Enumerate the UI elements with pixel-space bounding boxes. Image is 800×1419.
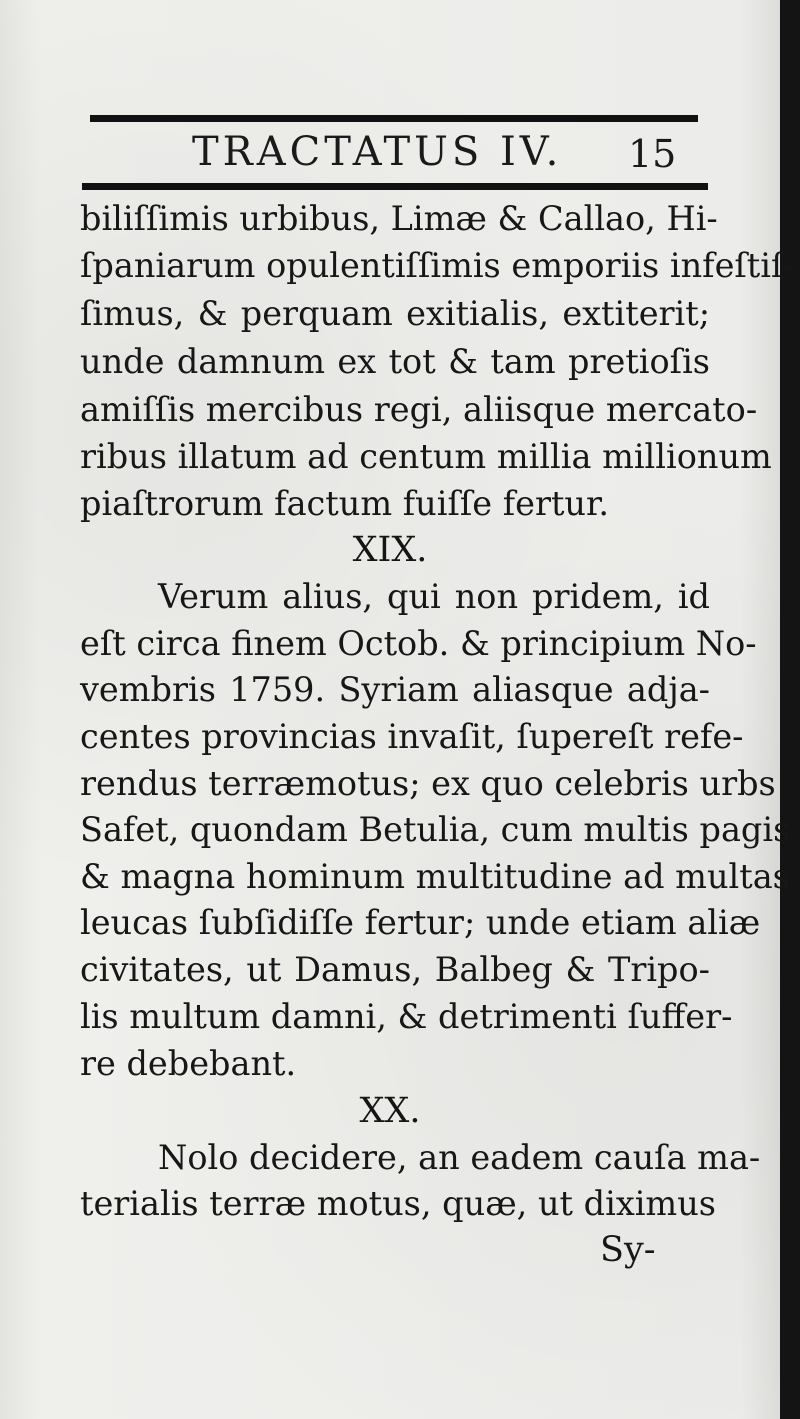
text-line: lis multum damni, & detrimenti ſuffer-: [80, 997, 733, 1036]
section-heading-xix: XIX.: [352, 530, 428, 570]
text-line: ribus illatum ad centum millia millionum: [80, 437, 772, 476]
text-line: centes provincias invaſit, ſupereſt refe-: [80, 717, 744, 756]
text-line: Safet, quondam Betulia, cum multis pagis: [80, 810, 791, 849]
text-line: eſt circa finem Octob. & principium No-: [80, 624, 757, 663]
running-title: TRACTATUS IV.: [192, 129, 563, 175]
text-line: terialis terræ motus, quæ, ut diximus: [80, 1184, 716, 1223]
text-line: piaſtrorum factum fuiſſe fertur.: [80, 484, 609, 523]
header-top-rule: [90, 115, 698, 122]
section-heading-xx: XX.: [359, 1091, 421, 1131]
header-bottom-rule: [82, 183, 708, 190]
text-line: civitates, ut Damus, Balbeg & Tripo-: [80, 950, 710, 989]
text-line: ſpaniarum opulentiſſimis emporiis infeſtiſ-: [80, 246, 795, 285]
text-line: rendus terræmotus; ex quo celebris urbs: [80, 764, 776, 803]
text-line: re debebant.: [80, 1044, 297, 1083]
text-line: vembris 1759. Syriam aliasque adja-: [80, 670, 710, 709]
text-line: ſimus, & perquam exitialis, extiterit;: [80, 294, 710, 333]
text-line: unde damnum ex tot & tam pretioſis: [80, 342, 710, 381]
text-line: Nolo decidere, an eadem cauſa ma-: [158, 1138, 761, 1177]
text-line: Verum alius, qui non pridem, id: [158, 577, 710, 616]
text-line: & magna hominum multitudine ad multas: [80, 857, 790, 896]
text-line: biliſſimis urbibus, Limæ & Callao, Hi-: [80, 199, 718, 238]
page-number: 15: [628, 132, 677, 176]
catchword: Sy-: [600, 1230, 656, 1270]
text-line: amiſſis mercibus regi, aliisque mercato-: [80, 390, 758, 429]
text-line: leucas ſubſidiſſe fertur; unde etiam aliæ: [80, 903, 761, 942]
